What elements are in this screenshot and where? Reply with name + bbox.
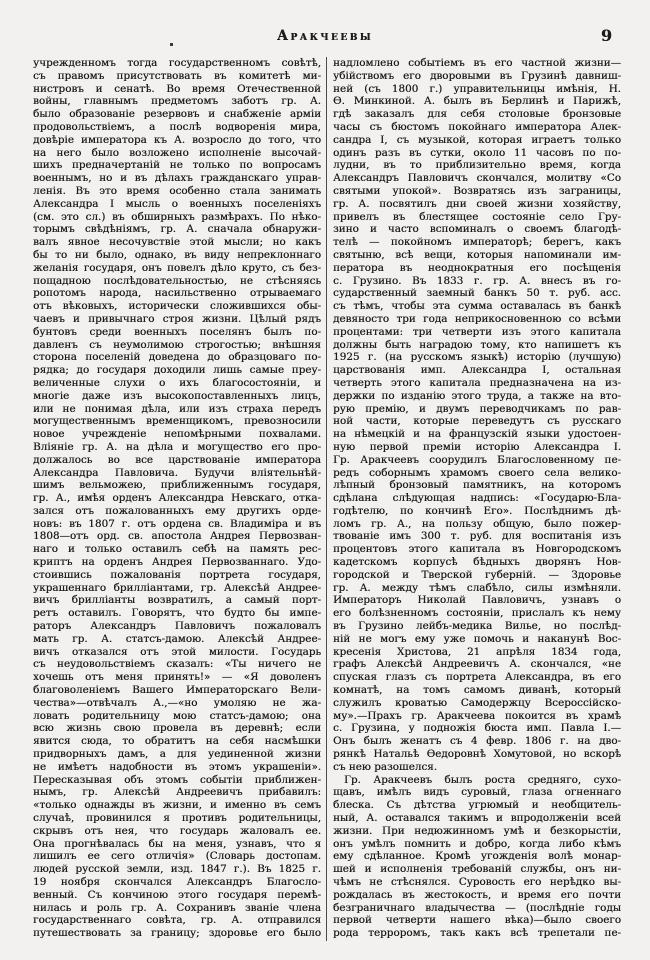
text-line: шей и исполненія требованій службы, онъ ни- [333, 863, 621, 876]
text-line: девяносто три года неприкосновенною со всѣми [333, 312, 621, 325]
text-line: графъ Алексѣй Андреевичъ А. скончался, «не [333, 658, 621, 671]
text-line: раторъ Александръ Павловичъ пожаловалъ [33, 620, 321, 633]
text-line: (см. это сл.) въ обширныхъ размѣрахъ. По нѣко- [33, 210, 321, 223]
text-line: лѣпный бронзовый памятникъ, на которомъ [333, 479, 621, 492]
text-line: ной части, которые переведутъ съ русскаго [333, 415, 621, 428]
text-line: съ нею разошелся. [333, 760, 438, 773]
text-line: венный. Съ кончиною этого государя перемѣ- [33, 888, 321, 901]
text-line: въ Грузино лейбъ-медика Вилье, но послѣд- [333, 620, 621, 633]
text-line: с. Грузина, у подножія бюста имп. Павла I.— [333, 722, 621, 735]
text-line: святыми упокой». Возвратясь изъ заграницы, [333, 184, 621, 197]
text-line: должны быть наградою тому, кто напишетъ къ [333, 338, 621, 351]
text-line: кадетскомъ корпусѣ бѣдныхъ дворянъ Нов- [333, 556, 621, 569]
text-line: украшеннаго брилліантами, гр. Алексѣй Андрее- [33, 581, 321, 594]
text-line: отъ вѣковыхъ, исторически сложившихся обы- [33, 300, 321, 313]
text-line: ретъ оставилъ. Говорятъ, что будто бы импе- [33, 607, 321, 620]
text-line: рода терроромъ, такъ какъ всѣ трепетали пе- [333, 927, 621, 940]
text-line: государственнаго совѣта, гр. А. отправился [33, 914, 321, 927]
text-line: сударственный заемный банкъ 50 т. руб. асс. [333, 287, 621, 300]
text-line: кресенія Христова, 21 апрѣля 1834 года, [333, 645, 621, 658]
text-line: Александра Павловича. Будучи вліятельнѣй- [33, 466, 321, 479]
text-line: нымъ, гр. Алексѣй Андреевичъ прибавилъ: [33, 786, 321, 799]
text-line: сторона поселеній доведена до образцоваго по- [33, 351, 321, 364]
text-line: святыню, всѣ вещи, которыя напоминали им- [333, 248, 621, 261]
text-line: надломлено событіемъ въ его частной жизни— [333, 57, 621, 69]
text-line: зино и часто вспоминалъ о своемъ благодѣ- [333, 223, 621, 236]
text-line: придворныхъ дамъ, а для уединенной жизни [33, 748, 321, 761]
text-line: не имѣетъ надобности въ этомъ украшеніи». [33, 760, 321, 773]
text-line: безграничнаго владычества — (послѣдніе годы [333, 901, 621, 914]
text-line: его болѣзненномъ состояніи, прислалъ къ нему [333, 607, 621, 620]
text-line: Она прогнѣвалась бы на меня, узнавъ, что я [33, 837, 321, 850]
text-line: многіе даже изъ высокопоставленныхъ лицъ, [33, 389, 321, 402]
text-line: съ тѣмъ, чтобы эта сумма оставалась въ банкѣ [333, 300, 621, 313]
print-speck-artifact [170, 43, 173, 46]
text-line: путешествовать за границу; здоровье его было [33, 927, 321, 940]
text-columns [33, 57, 621, 941]
page-title: Аракчеевы [276, 28, 374, 44]
text-line: войны, главнымъ предметомъ заботъ гр. А. [33, 95, 321, 108]
text-line: наго и только оставилъ себѣ на память рес- [33, 543, 321, 556]
text-line: благоволеніемъ Вашего Императорскаго Вели- [33, 684, 321, 697]
text-line: чѣмъ не стѣснялся. Суровость его нерѣдко вы- [333, 876, 621, 888]
right-column [333, 57, 621, 940]
text-line: вичъ отказался отъ этой милости. Государь [33, 645, 321, 658]
text-line: на него было возложено исполненіе высочай- [33, 146, 321, 159]
text-line: му».—Прахъ гр. Аракчеева покоится въ храмѣ [333, 709, 621, 722]
text-line: ломъ гр. А., на пользу общую, было пожер- [333, 517, 621, 530]
text-line: мать гр. А. статсъ-дамою. Алексѣй Андрее- [33, 632, 321, 645]
text-line: с. Грузино. Въ 1833 г. гр. А. внесъ въ го- [333, 274, 621, 287]
text-line: скрывъ отъ нея, что государь жаловалъ ее. [33, 824, 321, 837]
column-divider-rule [326, 57, 327, 941]
text-line: процентовъ этого капитала въ Новгородскомъ [333, 543, 621, 556]
text-line: чаевъ и привычнаго строя жизни. Цѣлый рядъ [33, 312, 321, 325]
text-line: телѣ — покойномъ императорѣ; берегъ, какъ [333, 236, 621, 249]
text-line: съ правомъ присутствовать въ комитетѣ ми- [33, 69, 321, 82]
text-line: 19 ноября скончался Александръ Благосло- [33, 876, 321, 888]
text-line: ловать родительницу мою статсъ-дамою; она [33, 709, 321, 722]
text-line: ный, А. оставался такимъ и впродолженіи всей [333, 812, 621, 825]
text-line: сдѣлана слѣдующая надпись: «Государю-Бла- [333, 492, 621, 505]
text-line: стоившись пожалованія портрета государя, [33, 568, 321, 581]
text-line: криптъ на орденъ Андрея Первозваннаго. Удо- [33, 556, 321, 569]
text-line: бы то ни было, однако, въ виду непреклоннаго [33, 248, 321, 261]
text-line: лудни, въ то приблизительно время, когда [333, 159, 621, 172]
text-line: гр. А. посвятилъ дни своей жизни хозяйству, [333, 197, 621, 210]
text-line: гр. А., имѣя орденъ Александра Невскаго, отка- [33, 492, 321, 505]
text-line: 1925 г. (на русскомъ языкѣ) исторію (лучшую) [333, 351, 621, 364]
text-line: процентами: три четверти изъ этого капитала [333, 325, 621, 338]
text-line: лишилъ ее сего отличія» (Словарь достопам. [33, 850, 321, 863]
text-line: блеска. Съ дѣтства угрюмый и необщитель- [333, 799, 621, 812]
text-line: случаѣ, провинился я противъ родительницы, [33, 812, 321, 825]
text-line: убійствомъ его дворовыми въ Грузинѣ давниш- [333, 69, 621, 82]
text-line: военнымъ, но и въ дѣлахъ гражданскаго управ- [33, 172, 321, 185]
text-line: пощадною послѣдовательностью, не стѣсняясь [33, 274, 321, 287]
text-line: довѣріе императора къ А. возросло до того, что [33, 133, 321, 146]
text-line: рядка; до государя доходили лишь самые преу- [33, 364, 321, 377]
text-line: привелъ въ блестящее состояніе село Гру- [333, 210, 621, 223]
text-line: новое учрежденіе непомѣрными похвалами. [33, 428, 321, 441]
text-line: спуская глазъ съ портрета Александра, въ его [333, 671, 621, 684]
text-line: ператора въ неоднократныя его посѣщенія [333, 261, 621, 274]
text-line: Гр. Аракчеевъ соорудилъ Благословенному пе- [333, 453, 621, 466]
text-line: щавъ, имѣлъ видъ суровый, глаза огненнаго [333, 786, 621, 799]
text-line: рождалась въ жестокость, и время его почти [333, 888, 621, 901]
text-line: или не понимая дѣла, или изъ страха передъ [33, 402, 321, 415]
text-line: нилась и роль гр. А. Сохранивъ званіе члена [33, 901, 321, 914]
text-line: сандра I, съ музыкой, которая играетъ только [333, 133, 621, 146]
text-line: первой четверти нашего вѣка)—было своего [333, 914, 621, 927]
text-line: «только однажды въ жизни, и именно въ семъ [33, 799, 321, 812]
text-line: годѣтелю, по кончинѣ Его». Послѣднимъ дѣ- [333, 504, 621, 517]
text-line: ему сдѣланное. Кромѣ угожденія волѣ монар- [333, 850, 621, 863]
text-line: комнатѣ, на томъ самомъ диванѣ, который [333, 684, 621, 697]
text-line: Онъ былъ женатъ съ 4 февр. 1806 г. на дво- [333, 735, 621, 748]
text-line: служилъ кроватью Самодержцу Всероссійско- [333, 696, 621, 709]
text-line: рянкѣ Натальѣ Ѳедоровнѣ Хомутовой, но вскорѣ [333, 748, 621, 761]
text-line: Ѳ. Минкиной. А. былъ въ Берлинѣ и Парижѣ, [333, 95, 621, 108]
text-line: желанія государя, онъ повелъ дѣло круто, съ без- [33, 261, 321, 274]
text-line: городской и Тверской губерній. — Здоровье [333, 568, 621, 581]
text-line: всю жизнь свою провела въ деревнѣ; если [33, 722, 321, 735]
text-line: нистровъ и сенатѣ. Во время Отечественной [33, 82, 321, 95]
text-line: бунтовъ среди военныхъ поселянъ былъ по- [33, 325, 321, 338]
text-line: гр. А. между тѣмъ слабѣло, силы измѣняли. [333, 581, 621, 594]
text-line: Гр. Аракчеевъ былъ роста средняго, сухо- [344, 773, 621, 786]
text-line: одинъ разъ въ сутки, около 11 часовъ по по- [333, 146, 621, 159]
text-line: жизни. При недюжинномъ умѣ и безкорыстіи, [333, 824, 621, 837]
text-line: съ неудовольствіемъ сказалъ: «Ты ничего не [33, 658, 321, 671]
text-line: ропотомъ народа, насильственно отрываемаго [33, 287, 321, 300]
text-line: редъ соборнымъ храмомъ своего села велико- [333, 466, 621, 479]
text-line: на нѣмецкій и на французскій языки удостоен- [333, 428, 621, 441]
text-line: онъ умѣлъ помнить и добро, когда либо кѣмъ [333, 837, 621, 850]
running-head [0, 28, 650, 50]
text-line: учрежденномъ тогда государственномъ совѣтѣ, [33, 57, 321, 69]
text-line: рую премію, и двумъ переводчикамъ по рав- [333, 402, 621, 415]
text-line: твованіе имъ 300 т. руб. для воспитанія изъ [333, 530, 621, 543]
text-line: ней (съ 1800 г.) управительницы имѣнія, Н. [333, 82, 621, 95]
text-line: Вліяніе гр. А. на дѣла и могущество его про- [33, 440, 321, 453]
text-line: было образованіе резервовъ и снабженіе арміи [33, 108, 321, 121]
text-line: зался отъ пожалованныхъ ему другихъ орде- [33, 504, 321, 517]
text-line: ленія. Въ это время особенно стала занимать [33, 184, 321, 197]
text-line: четверть этого капитала предназначена на из- [333, 376, 621, 389]
text-line: шимъ вельможею, приближеннымъ государя, [33, 479, 321, 492]
text-line: часы съ бюстомъ покойнаго императора Алек- [333, 120, 621, 133]
text-line: давленъ съ неумолимою строгостью; внѣшняя [33, 338, 321, 351]
text-line: должалось во все царствованіе императора [33, 453, 321, 466]
text-line: новъ: въ 1807 г. отъ ордена св. Владиміра и въ [33, 517, 321, 530]
text-line: валъ явное несочувствіе этой мысли; но какъ [33, 236, 321, 249]
text-line: людей русской земли, изд. 1847 г.). Въ 1825 г. [33, 863, 321, 876]
text-line: Императоръ Николай Павловичъ, узнавъ о [333, 594, 621, 607]
text-line: Пересказывая объ этомъ событіи приближен- [33, 773, 321, 786]
text-line: царствованія имп. Александра I, остальная [333, 364, 621, 377]
text-line: вичъ брилліанты возвратилъ, а самый порт- [33, 594, 321, 607]
text-line: величенные слухи о ихъ благосостояніи, и [33, 376, 321, 389]
text-line: могущественнымъ временщикомъ, превозносили [33, 415, 321, 428]
page-number: 9 [600, 26, 612, 45]
text-line: торымъ свѣдѣніямъ, гр. А. сначала обнаружи- [33, 223, 321, 236]
text-line: явится сюда, то обратитъ на себя насмѣшки [33, 735, 321, 748]
text-line: хочешь отъ меня принять!» — «Я доволенъ [33, 671, 321, 684]
text-line: ную первой преміи исторію Александра I. [333, 440, 621, 453]
text-line: Александръ Павловичъ скончался, молитву «Со [333, 172, 621, 185]
left-column [33, 57, 321, 940]
text-line: шихъ предначертаній не только по вопросамъ [33, 159, 321, 172]
text-line: чества»—отвѣчалъ А.,—«но умоляю не жа- [33, 696, 321, 709]
text-line: гдѣ заказалъ для себя столовые бронзовые [333, 108, 621, 121]
text-line: продовольствіемъ, а послѣ водворенія мира, [33, 120, 321, 133]
text-line: Александра I мысль о военныхъ поселеніяхъ [33, 197, 321, 210]
text-line: 1808—отъ орд. св. апостола Андрея Первозван- [33, 530, 321, 543]
text-line: держки по изданію этого труда, а также на вто- [333, 389, 621, 402]
text-line: ній не могъ ему уже помочь и наканунѣ Вос- [333, 632, 621, 645]
